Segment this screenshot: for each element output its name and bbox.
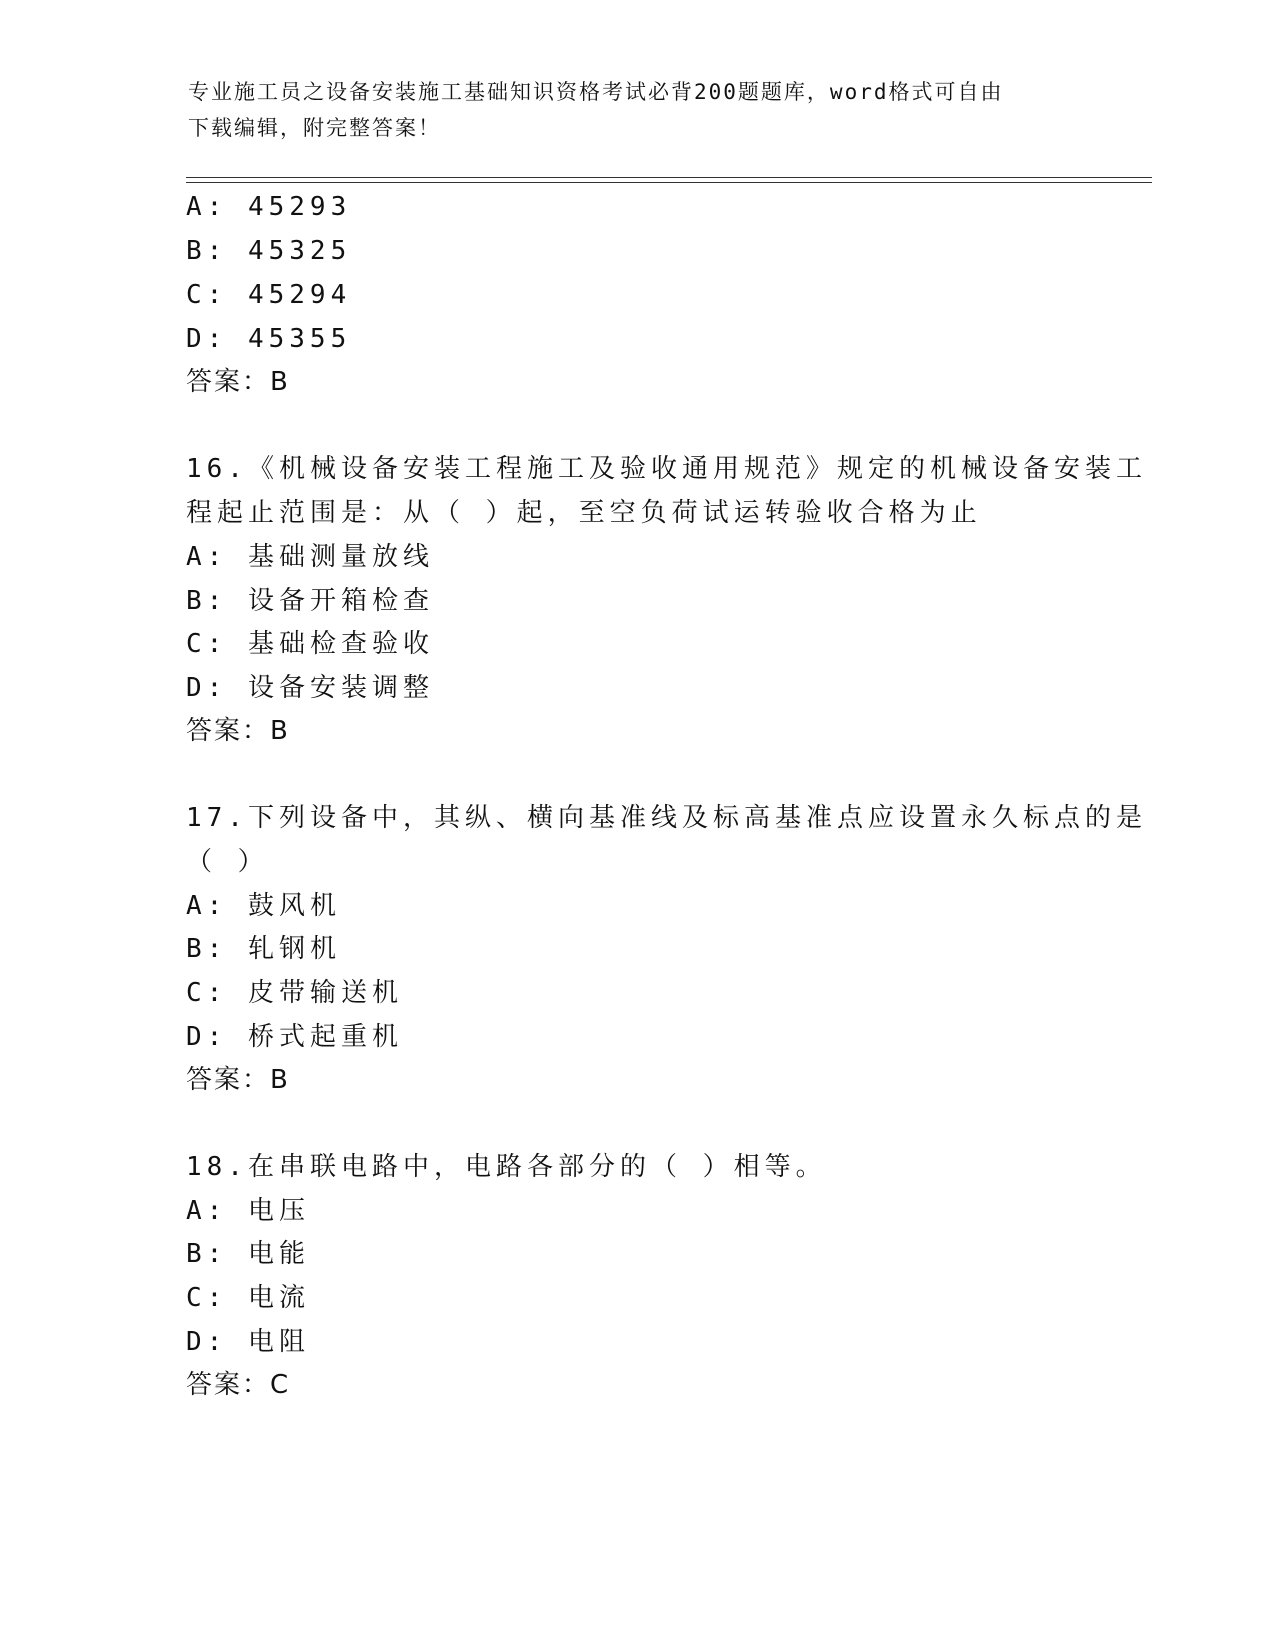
q17-option-a: A: 鼓风机 — [186, 891, 341, 921]
q18-option-c: C: 电流 — [186, 1283, 310, 1313]
q16-option-a: A: 基础测量放线 — [186, 542, 434, 572]
q18-answer: 答案：C — [186, 1370, 291, 1400]
header-divider-bottom — [186, 182, 1152, 183]
q17-answer: 答案：B — [186, 1065, 290, 1095]
header-line-1: 专业施工员之设备安装施工基础知识资格考试必背200题题库，word格式可自由 — [188, 80, 1004, 104]
q17-option-d: D: 桥式起重机 — [186, 1022, 403, 1052]
q17-option-b: B: 轧钢机 — [186, 934, 341, 964]
q16-answer: 答案：B — [186, 716, 290, 746]
q18-option-d: D: 电阻 — [186, 1327, 310, 1357]
q18-stem-line-1: 18.在串联电路中，电路各部分的（ ）相等。 — [186, 1152, 827, 1182]
q16-option-c: C: 基础检查验收 — [186, 629, 434, 659]
header-divider-top — [186, 177, 1152, 178]
q16-stem-line-1: 16.《机械设备安装工程施工及验收通用规范》规定的机械设备安装工 — [186, 454, 1147, 484]
q15-option-b: B: 45325 — [186, 236, 352, 266]
q15-option-d: D: 45355 — [186, 324, 352, 354]
document-header — [188, 74, 1088, 146]
q15-option-a: A: 45293 — [186, 192, 352, 222]
q16-stem-line-2: 程起止范围是：从（ ）起，至空负荷试运转验收合格为止 — [186, 498, 982, 528]
q17-option-c: C: 皮带输送机 — [186, 978, 403, 1008]
q15-option-c: C: 45294 — [186, 280, 352, 310]
q18-option-b: B: 电能 — [186, 1239, 310, 1269]
q17-stem-line-2: （ ） — [186, 847, 269, 877]
q16-option-b: B: 设备开箱检查 — [186, 586, 434, 616]
header-line-2: 下载编辑，附完整答案！ — [188, 116, 441, 140]
q15-answer: 答案：B — [186, 367, 290, 397]
q18-option-a: A: 电压 — [186, 1196, 310, 1226]
q16-option-d: D: 设备安装调整 — [186, 673, 434, 703]
q17-stem-line-1: 17.下列设备中，其纵、横向基准线及标高基准点应设置永久标点的是 — [186, 803, 1147, 833]
